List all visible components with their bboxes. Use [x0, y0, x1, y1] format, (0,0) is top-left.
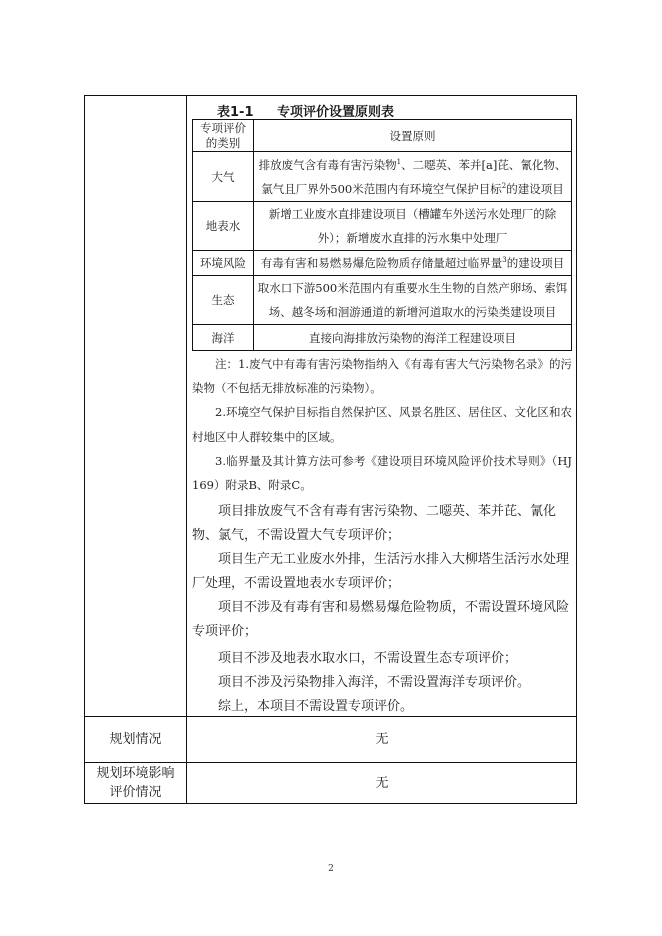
text: 的建设项目: [506, 256, 565, 270]
conclusion-item: 项目生产无工业废水外排，生活污水排入大柳塔生活污水处理厂处理，不需设置地表水专项评价；: [192, 552, 570, 591]
text: 取水口下游500米范围内有重要水生生物的自然产卵场、索饵: [257, 281, 568, 295]
row-category: 地表水: [193, 202, 254, 251]
text: 场、越冬场和洄游通道的新增河道取水的污染类建设项目: [268, 305, 557, 319]
row-category: 海洋: [193, 325, 254, 351]
table-title: 专项评价设置原则表: [277, 105, 395, 120]
table-row: [193, 202, 572, 251]
conclusion-item: 项目不涉及污染物排入海洋，不需设置海洋专项评价。: [218, 675, 531, 690]
row-category: 生态: [193, 276, 254, 325]
outer-row-divider: [84, 762, 577, 763]
special-evaluation-table: [192, 119, 572, 351]
row-category: 大气: [193, 152, 254, 202]
note-item: 3.临界量及其计算方法可参考《建设项目环境风险评价技术导则》（HJ 169）附录B、附录C。: [192, 453, 572, 493]
table-notes: [192, 352, 572, 497]
row-principle: [254, 276, 572, 325]
text: 的建设项目: [506, 181, 564, 196]
outer-column-divider: [186, 95, 187, 804]
table-header-row: [193, 120, 572, 152]
row-category: 环境风险: [193, 251, 254, 276]
text: 新增工业废水直排建设项目（槽罐车外送污水处理厂的除: [268, 207, 557, 221]
table-row: [193, 152, 572, 202]
text: 、二噁英、苯并[a]芘、氰化物、: [401, 157, 567, 172]
planning-status-value: 无: [375, 732, 389, 747]
table-caption: [187, 101, 577, 119]
conclusions: [192, 500, 572, 719]
row-principle: [254, 251, 572, 276]
text: 排放废气含有毒有害污染物: [258, 157, 397, 172]
header-category: [193, 120, 254, 152]
page-number: 2: [328, 864, 334, 874]
row-principle: [254, 152, 572, 202]
header-principle: 设置原则: [254, 120, 572, 152]
table-row: [193, 276, 572, 325]
planning-eia-value: 无: [375, 776, 389, 791]
conclusion-item: 综上，本项目不需设置专项评价。: [218, 699, 414, 714]
footnote-ref: 2: [501, 181, 507, 190]
conclusion-item: 项目不涉及地表水取水口，不需设置生态专项评价；: [218, 651, 518, 666]
footnote-ref: 1: [396, 157, 402, 166]
label-line: 评价情况: [109, 785, 162, 800]
table-row: [193, 325, 572, 351]
planning-status-label: 规划情况: [109, 732, 162, 747]
label-line: 规划环境影响: [96, 766, 175, 781]
row-principle: [254, 202, 572, 251]
text: 氯气且厂界外500米范围内有环境空气保护目标: [261, 181, 502, 196]
header-category-line1: 专项评价: [200, 120, 246, 135]
text: 外）；新增废水直排的污水集中处理厂: [317, 231, 508, 245]
header-category-line2: 的类别: [205, 135, 241, 150]
table-number: 表1-1: [217, 105, 254, 120]
planning-eia-label: [85, 764, 186, 802]
text: 有毒有害和易燃易爆危险物质存储量超过临界量: [260, 256, 503, 270]
footnote-ref: 3: [502, 256, 507, 265]
table-row: [193, 251, 572, 276]
conclusion-item: 项目排放废气不含有毒有害污染物、二噁英、苯并芘、氰化物、氯气，不需设置大气专项评价；: [192, 504, 557, 543]
row-principle: 直接向海排放污染物的海洋工程建设项目: [254, 325, 572, 351]
note-item: 注：1.废气中有毒有害污染物指纳入《有毒有害大气污染物名录》的污染物（不包括无排放标准的污染物）。: [192, 357, 572, 396]
note-item: 2.环境空气保护目标指自然保护区、风景名胜区、居住区、文化区和农村地区中人群较集中的区域。: [192, 405, 572, 444]
conclusion-item: 项目不涉及有毒有害和易燃易爆危险物质，不需设置环境风险专项评价；: [192, 600, 570, 639]
